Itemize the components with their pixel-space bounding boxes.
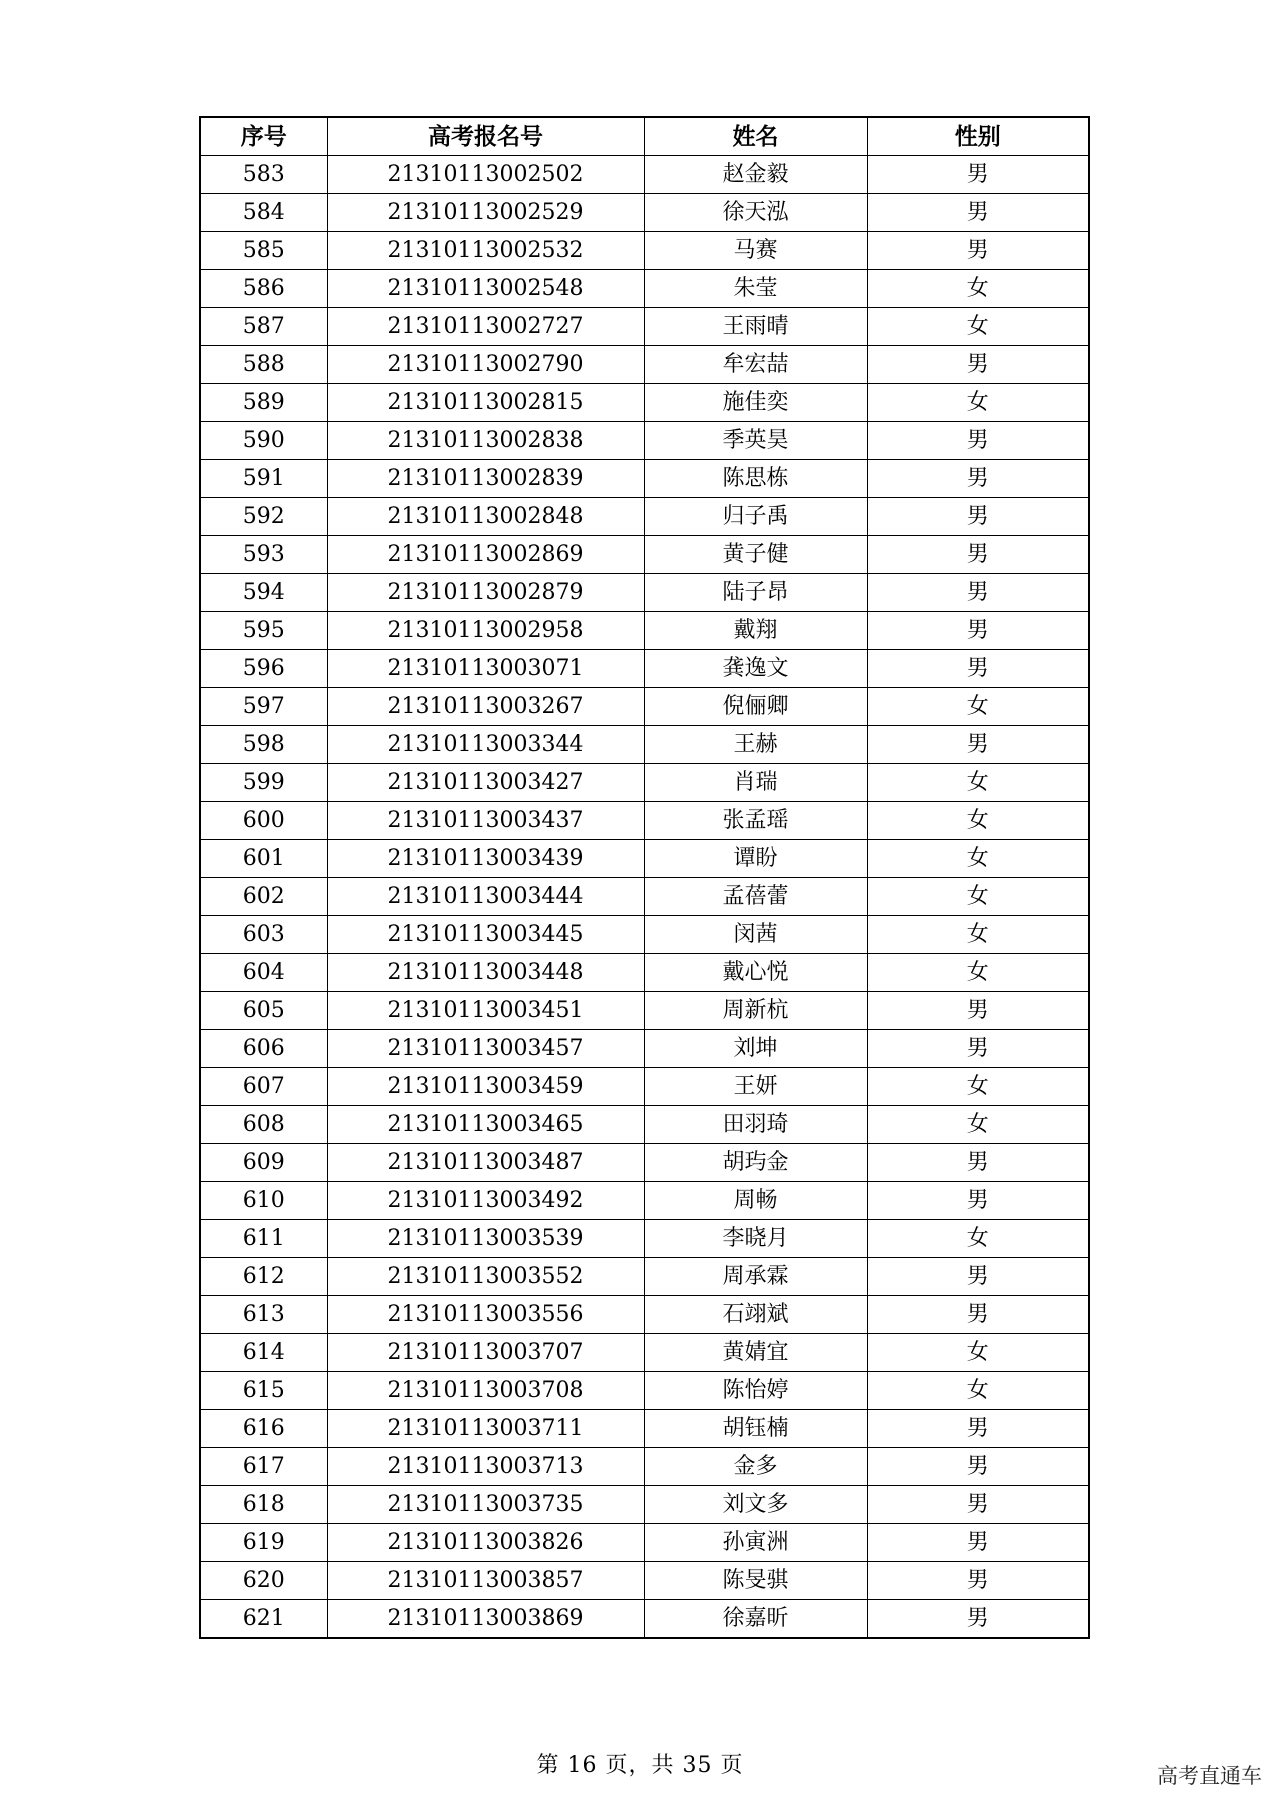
- cell-registration-number: 21310113002529: [327, 194, 644, 232]
- cell-registration-number: 21310113003869: [327, 1600, 644, 1639]
- cell-registration-number: 21310113003445: [327, 916, 644, 954]
- cell-registration-number: 21310113002532: [327, 232, 644, 270]
- cell-gender: 男: [867, 346, 1089, 384]
- header-gender: 性别: [867, 117, 1089, 156]
- cell-registration-number: 21310113003448: [327, 954, 644, 992]
- cell-gender: 女: [867, 270, 1089, 308]
- table-row: [200, 764, 1089, 802]
- cell-serial-number: 620: [200, 1562, 327, 1600]
- header-name: 姓名: [644, 117, 867, 156]
- cell-registration-number: 21310113003539: [327, 1220, 644, 1258]
- cell-registration-number: 21310113002502: [327, 156, 644, 194]
- cell-registration-number: 21310113003707: [327, 1334, 644, 1372]
- cell-gender: 男: [867, 232, 1089, 270]
- page-number: 第 16 页，共 35 页: [536, 1753, 744, 1778]
- cell-gender: 女: [867, 1334, 1089, 1372]
- cell-registration-number: 21310113003267: [327, 688, 644, 726]
- cell-serial-number: 588: [200, 346, 327, 384]
- cell-serial-number: 591: [200, 460, 327, 498]
- cell-gender: 男: [867, 498, 1089, 536]
- table-body: [200, 156, 1089, 1639]
- cell-gender: 男: [867, 650, 1089, 688]
- table-row: [200, 156, 1089, 194]
- cell-serial-number: 585: [200, 232, 327, 270]
- table-row: [200, 1068, 1089, 1106]
- cell-gender: 女: [867, 1372, 1089, 1410]
- cell-name: 王雨晴: [644, 308, 867, 346]
- cell-gender: 男: [867, 612, 1089, 650]
- table-row: [200, 1182, 1089, 1220]
- cell-serial-number: 593: [200, 536, 327, 574]
- admission-roster-table: [199, 116, 1090, 1639]
- cell-serial-number: 611: [200, 1220, 327, 1258]
- cell-registration-number: 21310113003459: [327, 1068, 644, 1106]
- cell-name: 胡玙金: [644, 1144, 867, 1182]
- cell-name: 戴心悦: [644, 954, 867, 992]
- cell-gender: 女: [867, 308, 1089, 346]
- cell-registration-number: 21310113002869: [327, 536, 644, 574]
- table-row: [200, 1144, 1089, 1182]
- cell-gender: 男: [867, 194, 1089, 232]
- cell-name: 倪俪卿: [644, 688, 867, 726]
- cell-name: 徐嘉昕: [644, 1600, 867, 1639]
- table-row: [200, 460, 1089, 498]
- cell-name: 刘坤: [644, 1030, 867, 1068]
- cell-registration-number: 21310113002790: [327, 346, 644, 384]
- cell-registration-number: 21310113002839: [327, 460, 644, 498]
- cell-serial-number: 589: [200, 384, 327, 422]
- cell-gender: 女: [867, 1068, 1089, 1106]
- cell-registration-number: 21310113002548: [327, 270, 644, 308]
- table-row: [200, 422, 1089, 460]
- cell-name: 周畅: [644, 1182, 867, 1220]
- cell-serial-number: 619: [200, 1524, 327, 1562]
- cell-gender: 女: [867, 878, 1089, 916]
- cell-gender: 男: [867, 992, 1089, 1030]
- cell-name: 孟蓓蕾: [644, 878, 867, 916]
- cell-registration-number: 21310113003439: [327, 840, 644, 878]
- cell-serial-number: 592: [200, 498, 327, 536]
- cell-registration-number: 21310113003071: [327, 650, 644, 688]
- cell-serial-number: 601: [200, 840, 327, 878]
- table-row: [200, 1296, 1089, 1334]
- table-row: [200, 1486, 1089, 1524]
- cell-gender: 男: [867, 1258, 1089, 1296]
- cell-serial-number: 599: [200, 764, 327, 802]
- table-row: [200, 574, 1089, 612]
- cell-registration-number: 21310113003487: [327, 1144, 644, 1182]
- table-row: [200, 1334, 1089, 1372]
- cell-registration-number: 21310113003708: [327, 1372, 644, 1410]
- cell-name: 陆子昂: [644, 574, 867, 612]
- cell-serial-number: 610: [200, 1182, 327, 1220]
- cell-registration-number: 21310113003711: [327, 1410, 644, 1448]
- cell-name: 陈怡婷: [644, 1372, 867, 1410]
- cell-serial-number: 618: [200, 1486, 327, 1524]
- cell-name: 龚逸文: [644, 650, 867, 688]
- table-row: [200, 1106, 1089, 1144]
- cell-registration-number: 21310113002848: [327, 498, 644, 536]
- cell-name: 石翊斌: [644, 1296, 867, 1334]
- cell-registration-number: 21310113003713: [327, 1448, 644, 1486]
- cell-serial-number: 586: [200, 270, 327, 308]
- cell-gender: 男: [867, 1144, 1089, 1182]
- cell-serial-number: 605: [200, 992, 327, 1030]
- table-row: [200, 840, 1089, 878]
- cell-name: 黄婧宜: [644, 1334, 867, 1372]
- table-row: [200, 308, 1089, 346]
- cell-registration-number: 21310113002815: [327, 384, 644, 422]
- cell-serial-number: 597: [200, 688, 327, 726]
- cell-serial-number: 595: [200, 612, 327, 650]
- cell-serial-number: 584: [200, 194, 327, 232]
- cell-gender: 男: [867, 1296, 1089, 1334]
- cell-gender: 男: [867, 536, 1089, 574]
- table-row: [200, 384, 1089, 422]
- table-row: [200, 346, 1089, 384]
- cell-name: 施佳奕: [644, 384, 867, 422]
- table-row: [200, 232, 1089, 270]
- cell-serial-number: 606: [200, 1030, 327, 1068]
- cell-registration-number: 21310113002958: [327, 612, 644, 650]
- table-row: [200, 1448, 1089, 1486]
- cell-name: 刘文多: [644, 1486, 867, 1524]
- cell-gender: 男: [867, 422, 1089, 460]
- cell-registration-number: 21310113003826: [327, 1524, 644, 1562]
- cell-name: 朱莹: [644, 270, 867, 308]
- table-row: [200, 1258, 1089, 1296]
- cell-serial-number: 602: [200, 878, 327, 916]
- header-registration-number: 高考报名号: [327, 117, 644, 156]
- cell-name: 戴翔: [644, 612, 867, 650]
- cell-name: 王妍: [644, 1068, 867, 1106]
- cell-name: 孙寅洲: [644, 1524, 867, 1562]
- table-row: [200, 992, 1089, 1030]
- cell-registration-number: 21310113002879: [327, 574, 644, 612]
- table-row: [200, 878, 1089, 916]
- cell-gender: 女: [867, 954, 1089, 992]
- cell-serial-number: 604: [200, 954, 327, 992]
- table-header-row: [200, 117, 1089, 156]
- cell-registration-number: 21310113003492: [327, 1182, 644, 1220]
- table-row: [200, 802, 1089, 840]
- cell-gender: 男: [867, 574, 1089, 612]
- cell-gender: 女: [867, 688, 1089, 726]
- cell-name: 周新杭: [644, 992, 867, 1030]
- cell-serial-number: 608: [200, 1106, 327, 1144]
- cell-serial-number: 614: [200, 1334, 327, 1372]
- cell-registration-number: 21310113003465: [327, 1106, 644, 1144]
- cell-name: 徐天泓: [644, 194, 867, 232]
- cell-gender: 男: [867, 460, 1089, 498]
- table-row: [200, 954, 1089, 992]
- table-row: [200, 612, 1089, 650]
- cell-serial-number: 607: [200, 1068, 327, 1106]
- cell-gender: 女: [867, 384, 1089, 422]
- cell-name: 谭盼: [644, 840, 867, 878]
- cell-name: 陈旻骐: [644, 1562, 867, 1600]
- cell-registration-number: 21310113003437: [327, 802, 644, 840]
- cell-registration-number: 21310113003444: [327, 878, 644, 916]
- cell-gender: 女: [867, 764, 1089, 802]
- cell-gender: 男: [867, 726, 1089, 764]
- cell-serial-number: 613: [200, 1296, 327, 1334]
- cell-gender: 男: [867, 1030, 1089, 1068]
- header-serial-number: 序号: [200, 117, 327, 156]
- cell-gender: 男: [867, 156, 1089, 194]
- cell-registration-number: 21310113003344: [327, 726, 644, 764]
- cell-name: 周承霖: [644, 1258, 867, 1296]
- cell-name: 肖瑞: [644, 764, 867, 802]
- cell-name: 金多: [644, 1448, 867, 1486]
- table-row: [200, 650, 1089, 688]
- cell-serial-number: 596: [200, 650, 327, 688]
- cell-name: 赵金毅: [644, 156, 867, 194]
- cell-registration-number: 21310113003451: [327, 992, 644, 1030]
- cell-gender: 男: [867, 1600, 1089, 1639]
- cell-registration-number: 21310113002727: [327, 308, 644, 346]
- cell-gender: 男: [867, 1524, 1089, 1562]
- cell-gender: 男: [867, 1486, 1089, 1524]
- cell-name: 田羽琦: [644, 1106, 867, 1144]
- table-row: [200, 1410, 1089, 1448]
- cell-name: 闵茜: [644, 916, 867, 954]
- cell-serial-number: 612: [200, 1258, 327, 1296]
- cell-name: 牟宏喆: [644, 346, 867, 384]
- cell-registration-number: 21310113002838: [327, 422, 644, 460]
- cell-name: 王赫: [644, 726, 867, 764]
- cell-name: 张孟瑶: [644, 802, 867, 840]
- cell-registration-number: 21310113003857: [327, 1562, 644, 1600]
- cell-serial-number: 621: [200, 1600, 327, 1639]
- cell-gender: 女: [867, 1220, 1089, 1258]
- cell-serial-number: 616: [200, 1410, 327, 1448]
- cell-gender: 男: [867, 1410, 1089, 1448]
- table-row: [200, 1524, 1089, 1562]
- cell-gender: 女: [867, 802, 1089, 840]
- cell-serial-number: 600: [200, 802, 327, 840]
- cell-serial-number: 583: [200, 156, 327, 194]
- cell-serial-number: 587: [200, 308, 327, 346]
- cell-registration-number: 21310113003735: [327, 1486, 644, 1524]
- cell-serial-number: 594: [200, 574, 327, 612]
- cell-name: 陈思栋: [644, 460, 867, 498]
- cell-gender: 男: [867, 1562, 1089, 1600]
- table-row: [200, 1562, 1089, 1600]
- cell-gender: 女: [867, 840, 1089, 878]
- cell-name: 马赛: [644, 232, 867, 270]
- cell-gender: 男: [867, 1448, 1089, 1486]
- cell-gender: 男: [867, 1182, 1089, 1220]
- table-row: [200, 194, 1089, 232]
- cell-gender: 女: [867, 1106, 1089, 1144]
- table-row: [200, 1600, 1089, 1639]
- table-row: [200, 498, 1089, 536]
- cell-name: 归子禹: [644, 498, 867, 536]
- cell-serial-number: 617: [200, 1448, 327, 1486]
- table-row: [200, 1030, 1089, 1068]
- table-row: [200, 1372, 1089, 1410]
- cell-registration-number: 21310113003427: [327, 764, 644, 802]
- cell-registration-number: 21310113003457: [327, 1030, 644, 1068]
- table-row: [200, 688, 1089, 726]
- cell-serial-number: 609: [200, 1144, 327, 1182]
- cell-name: 李晓月: [644, 1220, 867, 1258]
- cell-registration-number: 21310113003556: [327, 1296, 644, 1334]
- cell-serial-number: 603: [200, 916, 327, 954]
- cell-serial-number: 590: [200, 422, 327, 460]
- table-row: [200, 270, 1089, 308]
- cell-gender: 女: [867, 916, 1089, 954]
- watermark: 高考直通车: [1157, 1764, 1262, 1788]
- cell-registration-number: 21310113003552: [327, 1258, 644, 1296]
- table-row: [200, 916, 1089, 954]
- table-row: [200, 1220, 1089, 1258]
- cell-name: 胡钰楠: [644, 1410, 867, 1448]
- cell-name: 季英昊: [644, 422, 867, 460]
- table-row: [200, 536, 1089, 574]
- table-row: [200, 726, 1089, 764]
- cell-serial-number: 615: [200, 1372, 327, 1410]
- cell-serial-number: 598: [200, 726, 327, 764]
- cell-name: 黄子健: [644, 536, 867, 574]
